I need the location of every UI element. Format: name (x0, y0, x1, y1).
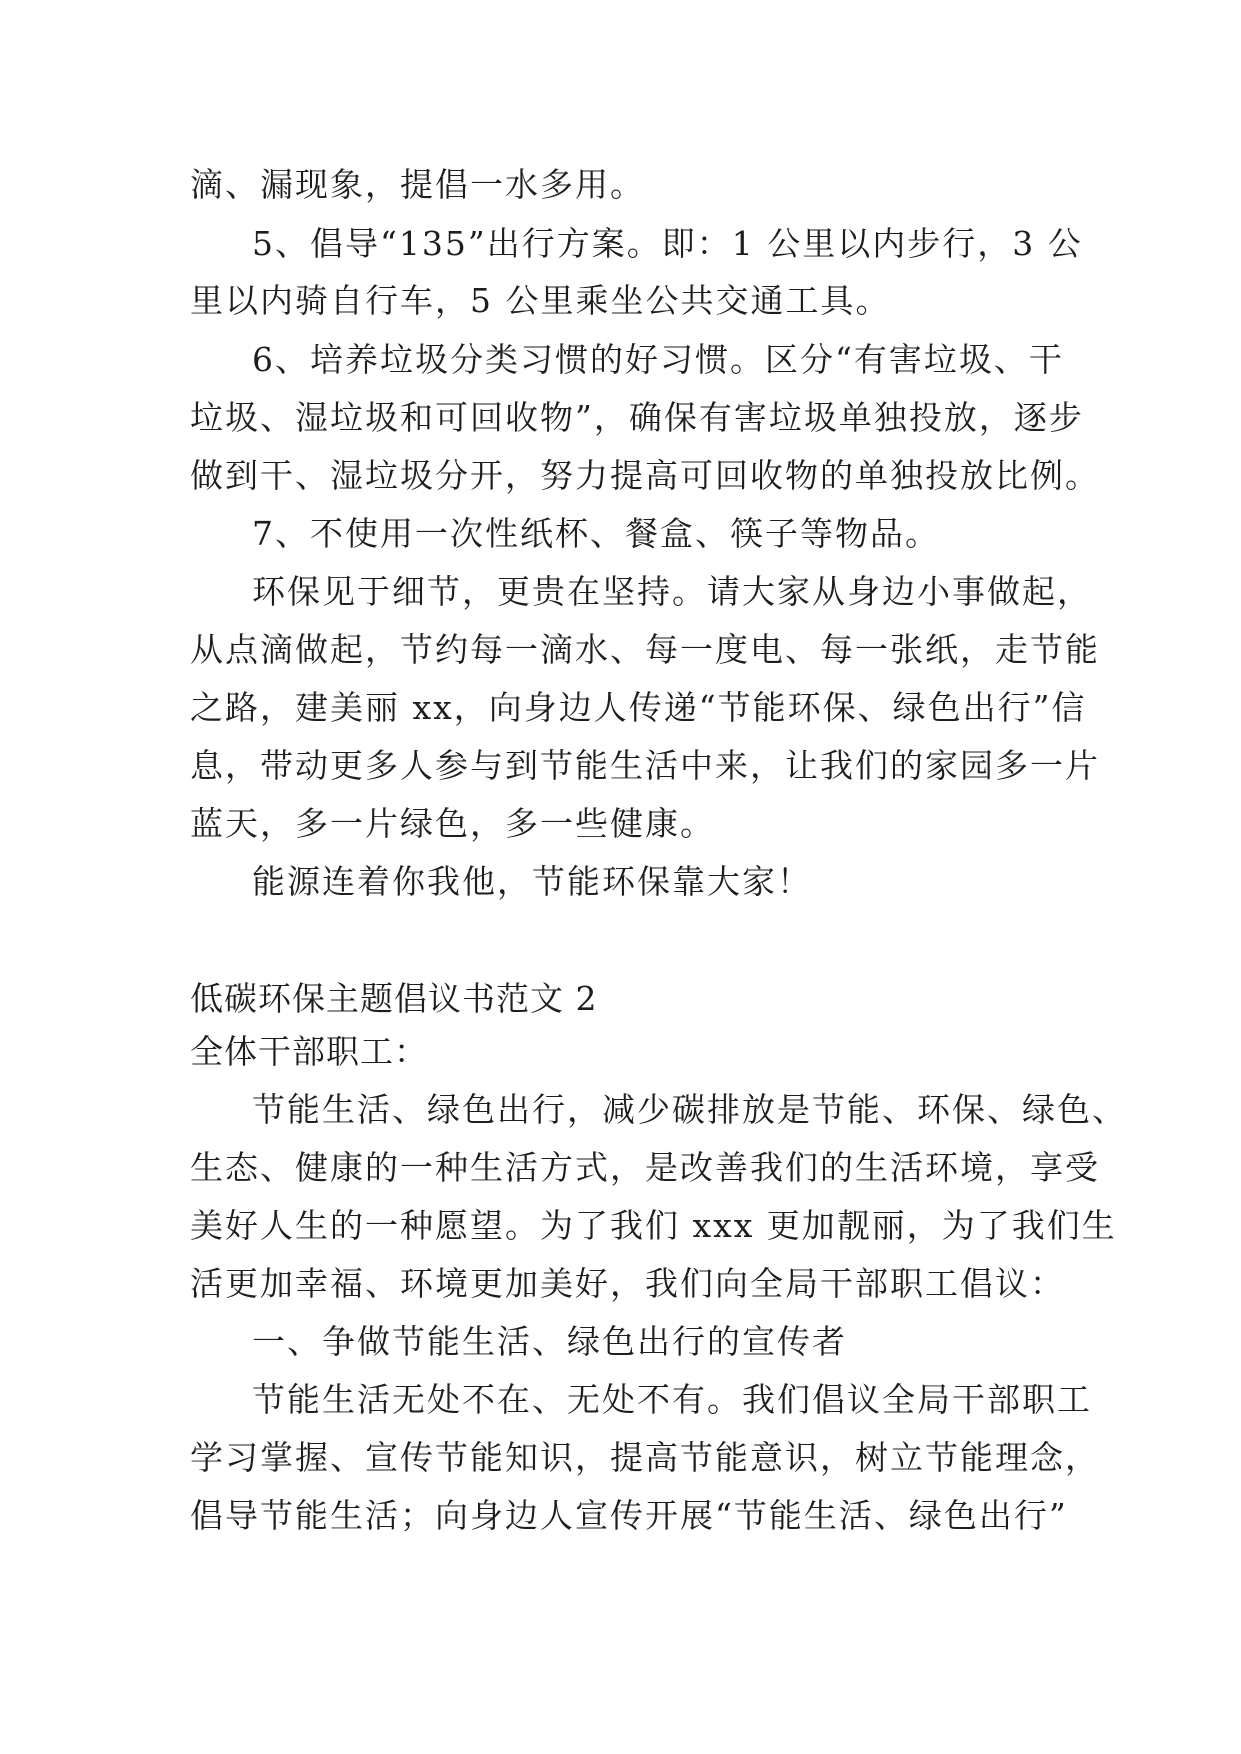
text-line: 能源连着你我他，节能环保靠大家！ (252, 862, 812, 901)
text-line: 学习掌握、宣传节能知识，提高节能意识，树立节能理念， (190, 1438, 1100, 1477)
salutation: 全体干部职工： (190, 1032, 428, 1071)
text-line: 里以内骑自行车，5 公里乘坐公共交通工具。 (190, 281, 891, 320)
text-line: 6、培养垃圾分类习惯的好习惯。区分“有害垃圾、干 (252, 340, 1064, 379)
text-line: 活更加幸福、环境更加美好，我们向全局干部职工倡议： (190, 1264, 1065, 1303)
text-line: 滴、漏现象，提倡一水多用。 (190, 165, 645, 204)
text-line: 5、倡导“135”出行方案。即：1 公里以内步行，3 公 (252, 224, 1083, 263)
section-heading: 低碳环保主题倡议书范文 2 (190, 979, 598, 1018)
text-line: 之路，建美丽 xx，向身边人传递“节能环保、绿色出行”信 (190, 688, 1087, 727)
text-line: 7、不使用一次性纸杯、餐盒、筷子等物品。 (252, 514, 940, 553)
text-line: 做到干、湿垃圾分开，努力提高可回收物的单独投放比例。 (190, 456, 1100, 495)
text-line: 垃圾、湿垃圾和可回收物”，确保有害垃圾单独投放，逐步 (190, 398, 1084, 437)
text-line: 从点滴做起，节约每一滴水、每一度电、每一张纸，走节能 (190, 630, 1100, 669)
text-line: 节能生活无处不在、无处不有。我们倡议全局干部职工 (252, 1380, 1092, 1419)
text-line: 环保见于细节，更贵在坚持。请大家从身边小事做起， (252, 572, 1092, 611)
text-line: 息，带动更多人参与到节能生活中来，让我们的家园多一片 (190, 746, 1100, 785)
text-line: 生态、健康的一种生活方式，是改善我们的生活环境，享受 (190, 1148, 1100, 1187)
text-line: 倡导节能生活；向身边人宣传开展“节能生活、绿色出行” (190, 1496, 1068, 1535)
subheading: 一、争做节能生活、绿色出行的宣传者 (252, 1322, 847, 1361)
text-line: 美好人生的一种愿望。为了我们 xxx 更加靓丽，为了我们生 (190, 1206, 1117, 1245)
text-line: 蓝天，多一片绿色，多一些健康。 (190, 804, 715, 843)
text-line: 节能生活、绿色出行，减少碳排放是节能、环保、绿色、 (252, 1090, 1127, 1129)
